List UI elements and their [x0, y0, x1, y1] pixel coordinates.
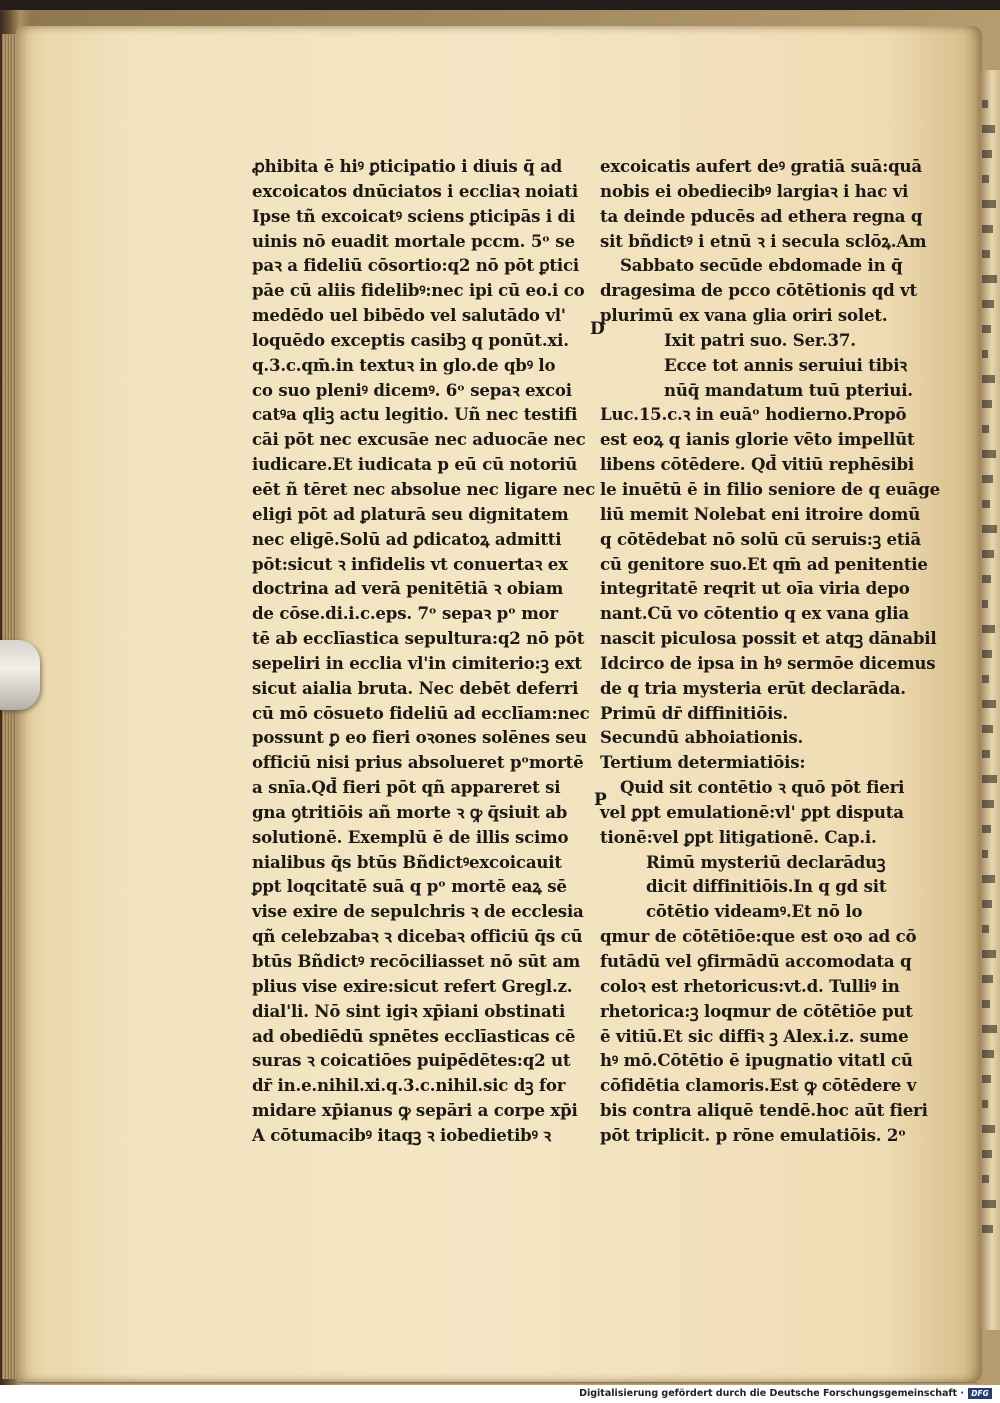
initial-d-marker: D: [590, 319, 605, 339]
facing-page-line: [982, 850, 988, 858]
text-line: paꝛ a fideliū cōsortio:q2 nō pōt ꝑtici: [252, 255, 579, 276]
facing-page-line: [982, 300, 994, 308]
text-line: Quid sit contētio ꝛ quō pōt fieri: [620, 777, 905, 798]
text-line: tē ab ecclīastica sepultura:q2 nō pōt: [252, 628, 585, 649]
facing-page-line: [982, 275, 997, 283]
text-line: cōfidētia clamoris.Est ꝙ cōtēdere v: [600, 1075, 917, 1096]
text-line: Primū dr̄ diffinitiōis.: [600, 702, 788, 723]
text-line: integritatē reqrit ut oīa viria depo: [600, 578, 910, 599]
text-line: ē vitiū.Et sic diffiꝛ ꝫ Alex.i.z. sume: [600, 1025, 909, 1046]
right-text-column: [600, 154, 940, 1148]
text-line: pōt:sicut ꝛ infidelis vt conuertaꝛ ex: [252, 553, 568, 574]
text-line: dial'li. Nō sint igiꝛ xp̄iani obstinati: [252, 1000, 566, 1021]
facing-page-line: [982, 875, 995, 883]
text-line: ad obediēdū spnētes ecclīasticas cē: [252, 1025, 576, 1046]
facing-page-line: [982, 200, 996, 208]
facing-page-line: [982, 125, 995, 133]
facing-page-line: [982, 925, 989, 933]
dfg-logo: DFG: [968, 1388, 992, 1399]
text-line: nascit piculosa possit et atqꝫ dānabil: [600, 628, 937, 649]
text-line: eēt ñ tēret nec absolue nec ligare nec: [252, 478, 595, 499]
facing-page-line: [982, 375, 995, 383]
text-line: dr̄ in.e.nihil.xi.q.3.c.nihil.sic dꝫ for: [252, 1075, 566, 1096]
facing-page-line: [982, 650, 992, 658]
facing-page-line: [982, 775, 997, 783]
text-line: rhetorica:ꝫ loqmur de cōtētiōe put: [600, 1000, 913, 1021]
text-line: plius vise exire:sicut refert Gregl.z.: [252, 975, 573, 996]
text-line: coloꝛ est rhetoricus:vt.d. Tulliꝰ in: [600, 975, 900, 996]
text-line: Ecce tot annis seruiui tibiꝛ: [664, 354, 907, 375]
facing-page-line: [982, 250, 990, 258]
facing-page-line: [982, 575, 991, 583]
facing-page-line: [982, 350, 988, 358]
book-page: [16, 26, 982, 1382]
text-line: bis contra aliquē tendē.hoc aūt fieri: [600, 1100, 928, 1121]
facing-page-line: [982, 1225, 993, 1233]
text-line: uinis nō euadit mortale pccm. 5ᵒ se: [252, 230, 575, 251]
facing-page-line: [982, 1125, 995, 1133]
book-block: [0, 10, 1000, 1385]
text-line: excoicatis aufert deꝰ gratiā suā:quā: [600, 156, 922, 176]
facing-page-line: [982, 1175, 989, 1183]
facing-page-line: [982, 950, 996, 958]
facing-page-line: [982, 175, 989, 183]
text-line: le inuētū ē in filio seniore de q euāge: [600, 478, 940, 499]
text-line: nant.Cū vo cōtentio q ex vana glia: [600, 603, 909, 624]
text-line: q cōtēdebat nō solū cū seruis:ꝫ etiā: [600, 528, 921, 549]
text-line: cāi pōt nec excusāe nec aduocāe nec: [252, 429, 586, 450]
facing-page-line: [982, 1150, 992, 1158]
text-line: iudicare.Et iudicata p eū cū notoriū: [252, 454, 578, 475]
text-line: Ixit patri suo. Ser.37.: [664, 329, 856, 350]
text-line: btūs Bñdictꝰ recōciliasset nō sūt am: [252, 951, 581, 971]
text-line: A cōtumacibꝰ itaqꝫ ꝛ iobedietibꝰ ꝛ: [252, 1124, 551, 1145]
text-line: de q tria mysteria erūt declarāda.: [600, 677, 906, 698]
bookmark-clip: [0, 640, 40, 710]
facing-page-line: [982, 1050, 994, 1058]
facing-page-line: [982, 475, 993, 483]
facing-page-line: [982, 450, 996, 458]
facing-page-line: [982, 675, 989, 683]
facing-page-line: [982, 1000, 990, 1008]
facing-page-line: [982, 150, 992, 158]
text-line: de cōse.di.i.c.eps. 7ᵒ sepaꝛ pᵒ mor: [252, 603, 558, 624]
text-line: plurimū ex vana glia oriri solet.: [600, 305, 888, 326]
initial-p-marker: P: [594, 790, 607, 810]
text-line: Rimū mysteriū declarāduꝫ: [646, 851, 886, 872]
text-line: suras ꝛ coicatiōes puipēdētes:q2 ut: [252, 1050, 571, 1071]
text-line: nobis ei obediecibꝰ largiaꝛ i hac vi: [600, 180, 909, 201]
facing-page-line: [982, 325, 991, 333]
text-line: sicut aialia bruta. Nec debēt deferri: [252, 677, 579, 698]
facing-page-line: [982, 500, 990, 508]
facing-page-line: [982, 800, 994, 808]
facing-page-edge: [980, 70, 1000, 1330]
facing-page-line: [982, 1200, 996, 1208]
text-line: dragesima de pcco cōtētionis qd vt: [600, 280, 917, 301]
text-line: a snīa.Qd̄ fieri pōt qñ appareret si: [252, 777, 561, 798]
text-line: co suo pleniꝰ dicemꝰ. 6ᵒ sepaꝛ excoi: [252, 379, 572, 400]
facing-page-line: [982, 750, 990, 758]
text-line: Ipse tñ excoicatꝰ sciens ꝑticipās i di: [252, 205, 576, 226]
text-line: sit bñdictꝰ i etnū ꝛ i secula sclōꝝ.Am: [600, 230, 927, 251]
text-line: gna ꝯtritiōis añ morte ꝛ ꝙ q̄siuit ab: [252, 801, 568, 822]
facing-page-line: [982, 400, 992, 408]
text-line: eligi pōt ad ꝑlaturā seu dignitatem: [252, 503, 569, 524]
text-line: cū genitore suo.Et qm̄ ad penitentie: [600, 553, 928, 574]
text-line: ꝓhibita ē hiꝰ ꝑticipatio i diuis q̄ ad: [252, 156, 563, 176]
text-line: futādū vel ꝯfirmādū accomodata q: [600, 951, 912, 971]
text-line: excoicatos dnūciatos i eccliaꝛ noiati: [252, 180, 578, 201]
footer-credit: Digitalisierung gefördert durch die Deutsche Forschungsgemeinschaft ·: [579, 1388, 964, 1399]
text-line: possunt ꝑ eo fieri oꝛones solēnes seu: [252, 727, 587, 748]
text-line: sepeliri in ecclia vl'in cimiterio:ꝫ ext: [252, 652, 582, 673]
text-line: doctrina ad verā penitētiā ꝛ obiam: [252, 578, 564, 599]
facing-page-line: [982, 975, 993, 983]
text-line: libens cōtēdere. Qd̄ vitiū rephēsibi: [600, 454, 915, 475]
facing-page-line: [982, 425, 989, 433]
text-line: ta deinde pducēs ad ethera regna q: [600, 205, 923, 226]
facing-page-line: [982, 700, 996, 708]
text-line: medēdo uel bibēdo vel salutādo vl': [252, 305, 566, 326]
text-line: catꝰa qliꝫ actu legitio. Uñ nec testifi: [252, 404, 578, 425]
text-line: hꝰ mō.Cōtētio ē ipugnatio vitatl cū: [600, 1050, 913, 1071]
text-line: pōt triplicit. p rōne emulatiōis. 2ᵒ: [600, 1124, 906, 1145]
text-line: Secundū abhoiationis.: [600, 727, 804, 748]
text-line: solutionē. Exemplū ē de illis scimo: [252, 826, 569, 847]
text-line: vel ꝑpt emulationē:vl' ꝑpt disputa: [600, 801, 904, 822]
facing-page-line: [982, 1025, 997, 1033]
facing-page-line: [982, 625, 995, 633]
facing-page-line: [982, 600, 988, 608]
text-line: vise exire de sepulchris ꝛ de ecclesia: [252, 901, 584, 922]
text-line: ꝑpt loqcitatē suā q pᵒ mortē eaꝝ sē: [252, 876, 567, 897]
facing-page-line: [982, 725, 993, 733]
facing-page-line: [982, 900, 992, 908]
text-line: pāe cū aliis fidelibꝰ:nec ipi cū eo.i co: [252, 280, 585, 301]
text-line: est eoꝝ q ianis glorie vēto impellūt: [600, 429, 915, 450]
text-line: Idcirco de ipsa in hꝰ sermōe dicemus: [600, 652, 936, 673]
text-line: midare xp̄ianus ꝙ sepāri a corpe xp̄i: [252, 1100, 578, 1121]
text-line: qñ celebzabaꝛ ꝛ dicebaꝛ officiū q̄s cū: [252, 926, 583, 947]
facing-page-line: [982, 225, 993, 233]
text-line: Luc.15.c.ꝛ in euāᵒ hodierno.Propō: [600, 404, 907, 425]
text-line: loquēdo exceptis casibꝫ q ponūt.xi.: [252, 329, 569, 350]
facing-page-line: [982, 1075, 991, 1083]
left-text-column: [252, 154, 595, 1148]
text-line: cū mō cōsueto fideliū ad ecclīam:nec: [252, 702, 590, 723]
text-line: q.3.c.qm̄.in textuꝛ in glo.de qbꝰ lo: [252, 354, 556, 375]
text-line: dicit diffinitiōis.In q gd sit: [646, 876, 887, 897]
footer-bar: [0, 1385, 1000, 1403]
text-line: officiū nisi prius absolueret pᵒmortē: [252, 752, 584, 773]
text-line: liū memit Nolebat eni itroire domū: [600, 503, 921, 524]
text-line: nūq̄ mandatum tuū pteriui.: [664, 379, 913, 400]
facing-page-line: [982, 1100, 988, 1108]
facing-page-line: [982, 100, 988, 108]
facing-page-line: [982, 525, 997, 533]
text-line: cōtētio videamꝰ.Et nō lo: [646, 901, 863, 922]
text-line: qmur de cōtētiōe:que est oꝛo ad cō: [600, 926, 917, 947]
text-line: Tertium determiatiōis:: [600, 752, 806, 773]
text-line: tionē:vel ꝑpt litigationē. Cap.i.: [600, 826, 877, 847]
text-line: Sabbato secūde ebdomade in q̄: [620, 255, 903, 276]
text-line: nialibus q̄s btūs Bñdictꝰexcoicauit: [252, 851, 562, 872]
text-line: nec eligē.Solū ad ꝑdicatoꝝ admitti: [252, 528, 562, 549]
facing-page-line: [982, 825, 991, 833]
facing-page-line: [982, 550, 994, 558]
